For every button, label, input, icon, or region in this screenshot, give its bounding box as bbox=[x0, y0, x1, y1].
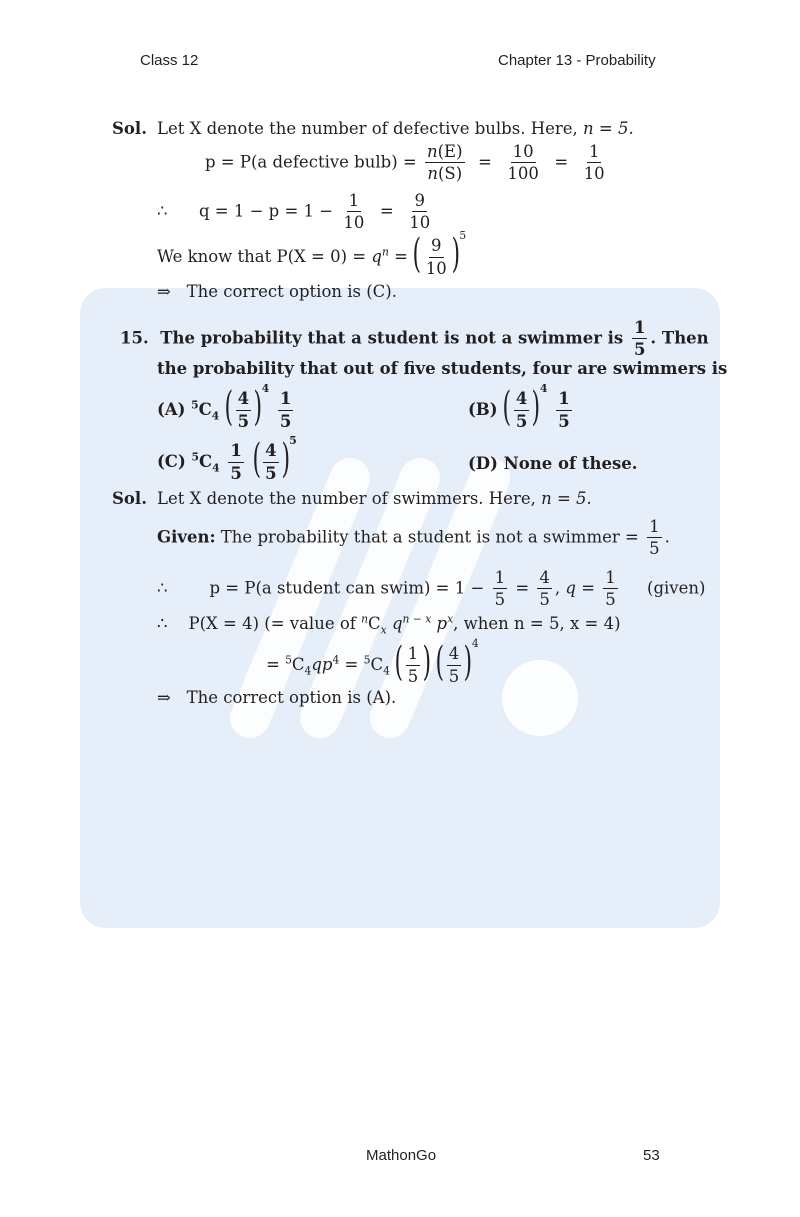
sol15-label: Sol. bbox=[112, 489, 147, 508]
sol14-line1: Let X denote the number of defective bulbs. Here, n = 5. bbox=[157, 119, 634, 138]
q15-line2: the probability that out of five students, four are swimmers is bbox=[157, 359, 728, 378]
option-c: (C) $^5C_4$ $\frac{1}{5}$ ( $\frac{4}{5}$ )$^5$ bbox=[157, 434, 297, 483]
sol14-option: ⇒ The correct option is (C). bbox=[157, 282, 397, 301]
sol15-px-line: ∴ P(X = 4) (= value of $^nC_x$ $q^{n - x}$ $p^x$, when n = 5, x = 4) bbox=[157, 612, 621, 637]
sol14-know-line: We know that $P(X = 0) = q^n$ = ( $\frac{9}{10}$ )$^5$ bbox=[157, 229, 467, 278]
sol15-line1: Let X denote the number of swimmers. Here, n = 5. bbox=[157, 489, 592, 508]
option-a: (A) $^5C_4$ ( $\frac{4}{5}$ )$^4$ $\frac{1}{5}$ bbox=[157, 382, 292, 431]
option-b: (B) ( $\frac{4}{5}$ )$^4$ $\frac{1}{5}$ bbox=[468, 382, 570, 431]
sol15-eval-line: = $^5C_4qp^4 = ^5C_4$ ( $\frac{1}{5}$ ) ( $\frac{4}{5}$ )$^4$ bbox=[266, 637, 479, 686]
sol14-label: Sol. bbox=[112, 119, 147, 138]
page-number: 53 bbox=[643, 1147, 660, 1164]
header-chapter: Chapter 13 - Probability bbox=[498, 52, 656, 69]
option-d: (D) None of these. bbox=[468, 454, 638, 473]
sol15-p-line: ∴ p = P(a student can swim) = 1 − $\frac{1}{5}$ = $\frac{4}{5}$ , q = $\frac{1}{5}$ (given) bbox=[157, 568, 706, 610]
sol14-q-line: ∴ q = 1 − p = 1 − $\frac{1}{10}$ = $\frac{9}{10}$ bbox=[157, 191, 431, 233]
sol15-given-line: Given: The probability that a student is not a swimmer = $\frac{1}{5}$ . bbox=[157, 517, 670, 559]
footer-brand: MathonGo bbox=[366, 1147, 437, 1164]
q15-line1: 15. The probability that a student is not a swimmer is $\frac{1}{5}$ . Then bbox=[120, 318, 709, 360]
sol14-p-line: p = P(a defective bulb) = $\frac{n(E)}{n(S)}$ = $\frac{10}{100}$ = $\frac{1}{10}$ bbox=[205, 142, 605, 184]
sol15-option: ⇒ The correct option is (A). bbox=[157, 688, 397, 707]
header-class: Class 12 bbox=[140, 52, 199, 69]
